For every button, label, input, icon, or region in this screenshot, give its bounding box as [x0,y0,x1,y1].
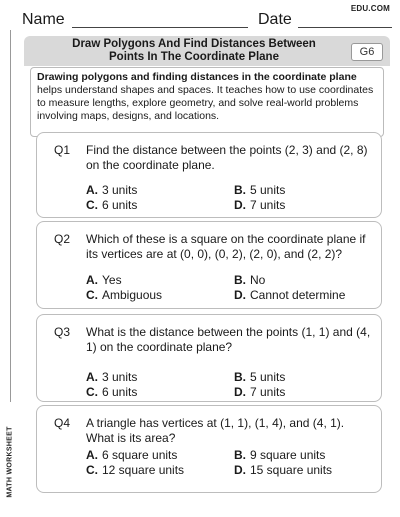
question-card-q2 [36,221,382,309]
question-text: Find the distance between the points (2, 3) and (2, 8) on the coordinate plane. [86,143,368,172]
option-c[interactable]: C. 6 units [86,198,138,212]
question-text: Which of these is a square on the coordinate plane if its vertices are at (0, 0), (0, 2), (2, 0), and (2, 2)? [86,232,366,261]
date-label: Date [258,11,292,28]
option-d[interactable]: D. 7 units [234,385,286,399]
question-number: Q1 [54,143,71,157]
option-a[interactable]: A. 3 units [86,370,138,384]
question-card-q1 [36,132,382,218]
title-banner [24,36,390,66]
sidebar-label: MATH WORKSHEET [6,426,14,498]
question-card-q4 [36,405,382,493]
question-number: Q4 [54,416,71,430]
intro-bold: Drawing polygons and finding distances in the coordinate plane [37,71,357,83]
name-field[interactable] [72,27,248,28]
option-d[interactable]: D. 7 units [234,198,286,212]
option-b[interactable]: B. No [234,273,266,287]
option-b[interactable]: B. 5 units [234,370,286,384]
question-number: Q3 [54,325,71,339]
option-d[interactable]: D. Cannot determine [234,288,346,302]
worksheet-title [24,38,364,64]
header [0,0,400,32]
option-c[interactable]: C. 6 units [86,385,138,399]
option-b[interactable]: B. 5 units [234,183,286,197]
question-text: What is the distance between the points (1, 1) and (4, 1) on the coordinate plane? [86,325,371,354]
grade-badge: G6 [351,43,383,61]
sidebar-label-wrap [4,412,16,512]
option-c[interactable]: C. Ambiguous [86,288,163,302]
question-card-q3 [36,314,382,402]
option-a[interactable]: A. 6 square units [86,448,178,462]
sidebar-divider [10,30,11,402]
date-field[interactable] [298,27,392,28]
option-a[interactable]: A. Yes [86,273,122,287]
option-b[interactable]: B. 9 square units [234,448,326,462]
title-line-1: Draw Polygons And Find Distances Between [72,38,316,50]
option-a[interactable]: A. 3 units [86,183,138,197]
intro-text: helps understand shapes and spaces. It teaches how to use coordinates to measure lengths, explore geometry, and solve real-world problems involving maps, designs, and locations. [37,84,374,122]
question-text: A triangle has vertices at (1, 1), (1, 4), and (4, 1). What is its area? [86,416,345,445]
option-c[interactable]: C. 12 square units [86,463,185,477]
sidebar [4,30,16,511]
question-number: Q2 [54,232,71,246]
brand-logo: EDU.COM [350,4,390,13]
intro-box [30,67,384,137]
option-d[interactable]: D. 15 square units [234,463,333,477]
name-label: Name [22,11,65,28]
title-line-2: Points In The Coordinate Plane [109,51,279,63]
